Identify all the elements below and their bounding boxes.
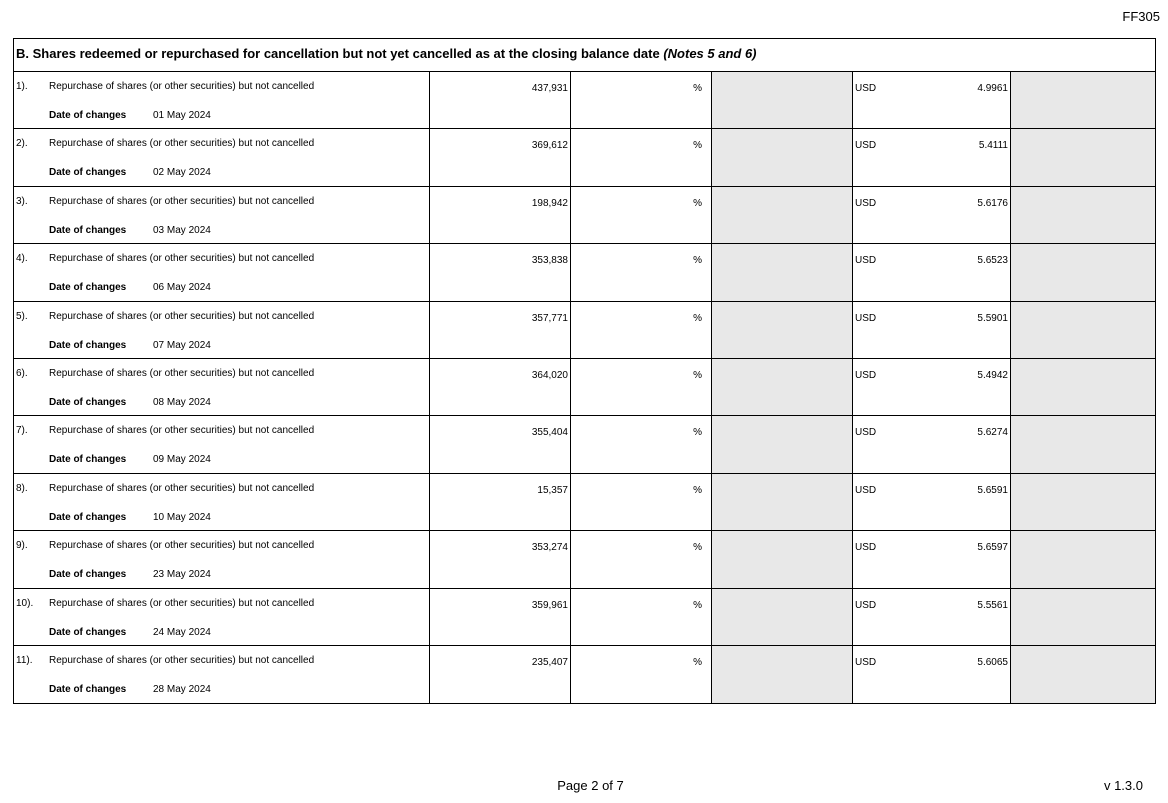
row-index: 11). (16, 654, 33, 666)
row-index: 7). (16, 425, 28, 437)
percent-cell (571, 129, 712, 185)
shaded-cell (712, 646, 853, 703)
shaded-cell (712, 416, 853, 472)
shares-number: 353,274 (531, 542, 568, 554)
percent-cell (571, 531, 712, 587)
date-of-changes-value: 09 May 2024 (153, 454, 211, 466)
price-value: 5.5561 (977, 599, 1008, 611)
table-row (14, 589, 1155, 646)
percent-cell (571, 646, 712, 703)
row-description: Repurchase of shares (or other securities) but not cancelled (49, 81, 315, 92)
shares-cell (430, 416, 571, 472)
date-of-changes-label: Date of changes (49, 339, 127, 351)
date-of-changes-label: Date of changes (49, 396, 127, 408)
table-row (14, 187, 1155, 244)
shares-number: 369,612 (531, 140, 568, 152)
shaded-cell (1011, 302, 1155, 358)
description-cell (14, 244, 430, 300)
row-description: Repurchase of shares (or other securities) but not cancelled (49, 540, 315, 552)
price-cell (853, 187, 1011, 243)
percent-sign: % (693, 599, 702, 611)
shares-cell (430, 646, 571, 703)
shares-cell (430, 531, 571, 587)
row-description: Repurchase of shares (or other securities) but not cancelled (49, 138, 315, 150)
shaded-cell (712, 187, 853, 243)
date-of-changes-value: 03 May 2024 (153, 224, 211, 236)
price-value: 5.6523 (977, 255, 1008, 267)
description-cell (14, 416, 430, 472)
shaded-cell (1011, 359, 1155, 415)
row-index: 9). (16, 540, 28, 552)
row-description: Repurchase of shares (or other securities) but not cancelled (49, 367, 315, 379)
percent-cell (571, 474, 712, 530)
date-of-changes-value: 02 May 2024 (153, 167, 211, 179)
percent-sign: % (693, 83, 702, 94)
row-description: Repurchase of shares (or other securities) but not cancelled (49, 195, 315, 207)
currency-code: USD (855, 369, 877, 381)
percent-sign: % (693, 427, 702, 439)
row-description: Repurchase of shares (or other securities) but not cancelled (49, 253, 315, 265)
percent-sign: % (693, 484, 702, 496)
shaded-cell (1011, 589, 1155, 645)
row-index: 6). (16, 367, 28, 379)
row-index: 3). (16, 195, 28, 207)
shaded-cell (1011, 531, 1155, 587)
shares-number: 359,961 (531, 599, 568, 611)
table-body (14, 72, 1155, 703)
shaded-cell (712, 359, 853, 415)
date-of-changes-value: 23 May 2024 (153, 569, 211, 581)
currency-code: USD (855, 197, 877, 209)
price-cell (853, 129, 1011, 185)
row-index: 5). (16, 310, 28, 322)
percent-cell (571, 72, 712, 128)
percent-cell (571, 244, 712, 300)
row-description: Repurchase of shares (or other securities) but not cancelled (49, 597, 315, 609)
percent-cell (571, 359, 712, 415)
date-of-changes-label: Date of changes (49, 224, 127, 236)
date-of-changes-label: Date of changes (49, 626, 127, 638)
currency-code: USD (855, 656, 877, 668)
percent-sign: % (693, 140, 702, 152)
date-of-changes-label: Date of changes (49, 110, 127, 121)
price-value: 5.5901 (977, 312, 1008, 324)
table-row (14, 302, 1155, 359)
row-index: 1). (16, 81, 28, 92)
percent-cell (571, 589, 712, 645)
table-row (14, 531, 1155, 588)
shaded-cell (1011, 416, 1155, 472)
row-index: 8). (16, 482, 28, 494)
percent-cell (571, 302, 712, 358)
page-number: Page 2 of 7 (557, 778, 624, 793)
row-index: 4). (16, 253, 28, 265)
price-value: 5.6274 (977, 427, 1008, 439)
date-of-changes-label: Date of changes (49, 569, 127, 581)
date-of-changes-label: Date of changes (49, 511, 127, 523)
shares-cell (430, 589, 571, 645)
date-of-changes-value: 28 May 2024 (153, 683, 211, 695)
section-title-notes: (Notes 5 and 6) (663, 46, 757, 61)
price-value: 5.4942 (977, 369, 1008, 381)
percent-sign: % (693, 255, 702, 267)
shares-number: 198,942 (531, 197, 568, 209)
date-of-changes-value: 07 May 2024 (153, 339, 211, 351)
date-of-changes-value: 10 May 2024 (153, 511, 211, 523)
shares-cell (430, 474, 571, 530)
shaded-cell (1011, 72, 1155, 128)
shares-number: 357,771 (531, 312, 568, 324)
date-of-changes-label: Date of changes (49, 454, 127, 466)
shares-number: 353,838 (531, 255, 568, 267)
shares-cell (430, 187, 571, 243)
description-cell (14, 302, 430, 358)
shares-number: 15,357 (537, 484, 568, 496)
shaded-cell (712, 302, 853, 358)
shaded-cell (1011, 646, 1155, 703)
row-description: Repurchase of shares (or other securities) but not cancelled (49, 654, 315, 666)
row-description: Repurchase of shares (or other securities) but not cancelled (49, 310, 315, 322)
percent-sign: % (693, 369, 702, 381)
table-row (14, 416, 1155, 473)
currency-code: USD (855, 542, 877, 554)
percent-cell (571, 187, 712, 243)
shares-number: 364,020 (531, 369, 568, 381)
row-description: Repurchase of shares (or other securities) but not cancelled (49, 482, 315, 494)
shaded-cell (1011, 187, 1155, 243)
date-of-changes-label: Date of changes (49, 683, 127, 695)
price-value: 5.6591 (977, 484, 1008, 496)
price-cell (853, 72, 1011, 128)
shaded-cell (712, 474, 853, 530)
price-cell (853, 646, 1011, 703)
percent-sign: % (693, 542, 702, 554)
shares-cell (430, 244, 571, 300)
date-of-changes-label: Date of changes (49, 282, 127, 294)
currency-code: USD (855, 312, 877, 324)
form-code: FF305 (1122, 9, 1160, 24)
section-title-main: B. Shares redeemed or repurchased for cancellation but not yet cancelled as at the closing balance date (16, 46, 660, 61)
price-cell (853, 416, 1011, 472)
shares-cell (430, 72, 571, 128)
row-description: Repurchase of shares (or other securities) but not cancelled (49, 425, 315, 437)
price-cell (853, 589, 1011, 645)
currency-code: USD (855, 140, 877, 152)
price-cell (853, 531, 1011, 587)
shares-number: 437,931 (531, 83, 568, 94)
shares-cell (430, 129, 571, 185)
table-row (14, 646, 1155, 703)
currency-code: USD (855, 83, 877, 94)
percent-sign: % (693, 312, 702, 324)
shaded-cell (1011, 244, 1155, 300)
description-cell (14, 359, 430, 415)
shaded-cell (712, 589, 853, 645)
version-label: v 1.3.0 (1103, 778, 1143, 793)
description-cell (14, 531, 430, 587)
price-value: 5.6065 (977, 656, 1008, 668)
description-cell (14, 474, 430, 530)
row-index: 2). (16, 138, 28, 150)
shaded-cell (1011, 129, 1155, 185)
shares-cell (430, 359, 571, 415)
row-index: 10). (16, 597, 34, 609)
shaded-cell (712, 129, 853, 185)
percent-cell (571, 416, 712, 472)
description-cell (14, 72, 430, 128)
currency-code: USD (855, 427, 877, 439)
shaded-cell (712, 244, 853, 300)
currency-code: USD (855, 484, 877, 496)
description-cell (14, 646, 430, 703)
table-row (14, 359, 1155, 416)
table-row (14, 129, 1155, 186)
price-cell (853, 359, 1011, 415)
shares-table (13, 38, 1156, 704)
shares-number: 235,407 (531, 656, 568, 668)
shaded-cell (712, 72, 853, 128)
price-cell (853, 244, 1011, 300)
currency-code: USD (855, 599, 877, 611)
date-of-changes-value: 24 May 2024 (153, 626, 211, 638)
table-row (14, 474, 1155, 531)
currency-code: USD (855, 255, 877, 267)
shaded-cell (712, 531, 853, 587)
date-of-changes-value: 08 May 2024 (153, 396, 211, 408)
price-cell (853, 474, 1011, 530)
date-of-changes-label: Date of changes (49, 167, 127, 179)
price-value: 4.9961 (977, 83, 1008, 94)
shares-number: 355,404 (531, 427, 568, 439)
description-cell (14, 589, 430, 645)
price-value: 5.6597 (977, 542, 1008, 554)
description-cell (14, 187, 430, 243)
percent-sign: % (693, 197, 702, 209)
price-cell (853, 302, 1011, 358)
table-row (14, 72, 1155, 129)
table-row (14, 244, 1155, 301)
price-value: 5.4111 (978, 140, 1008, 152)
section-title (14, 39, 1155, 72)
date-of-changes-value: 06 May 2024 (153, 282, 211, 294)
shares-cell (430, 302, 571, 358)
price-value: 5.6176 (977, 197, 1008, 209)
shaded-cell (1011, 474, 1155, 530)
description-cell (14, 129, 430, 185)
date-of-changes-value: 01 May 2024 (153, 110, 211, 121)
percent-sign: % (693, 656, 702, 668)
